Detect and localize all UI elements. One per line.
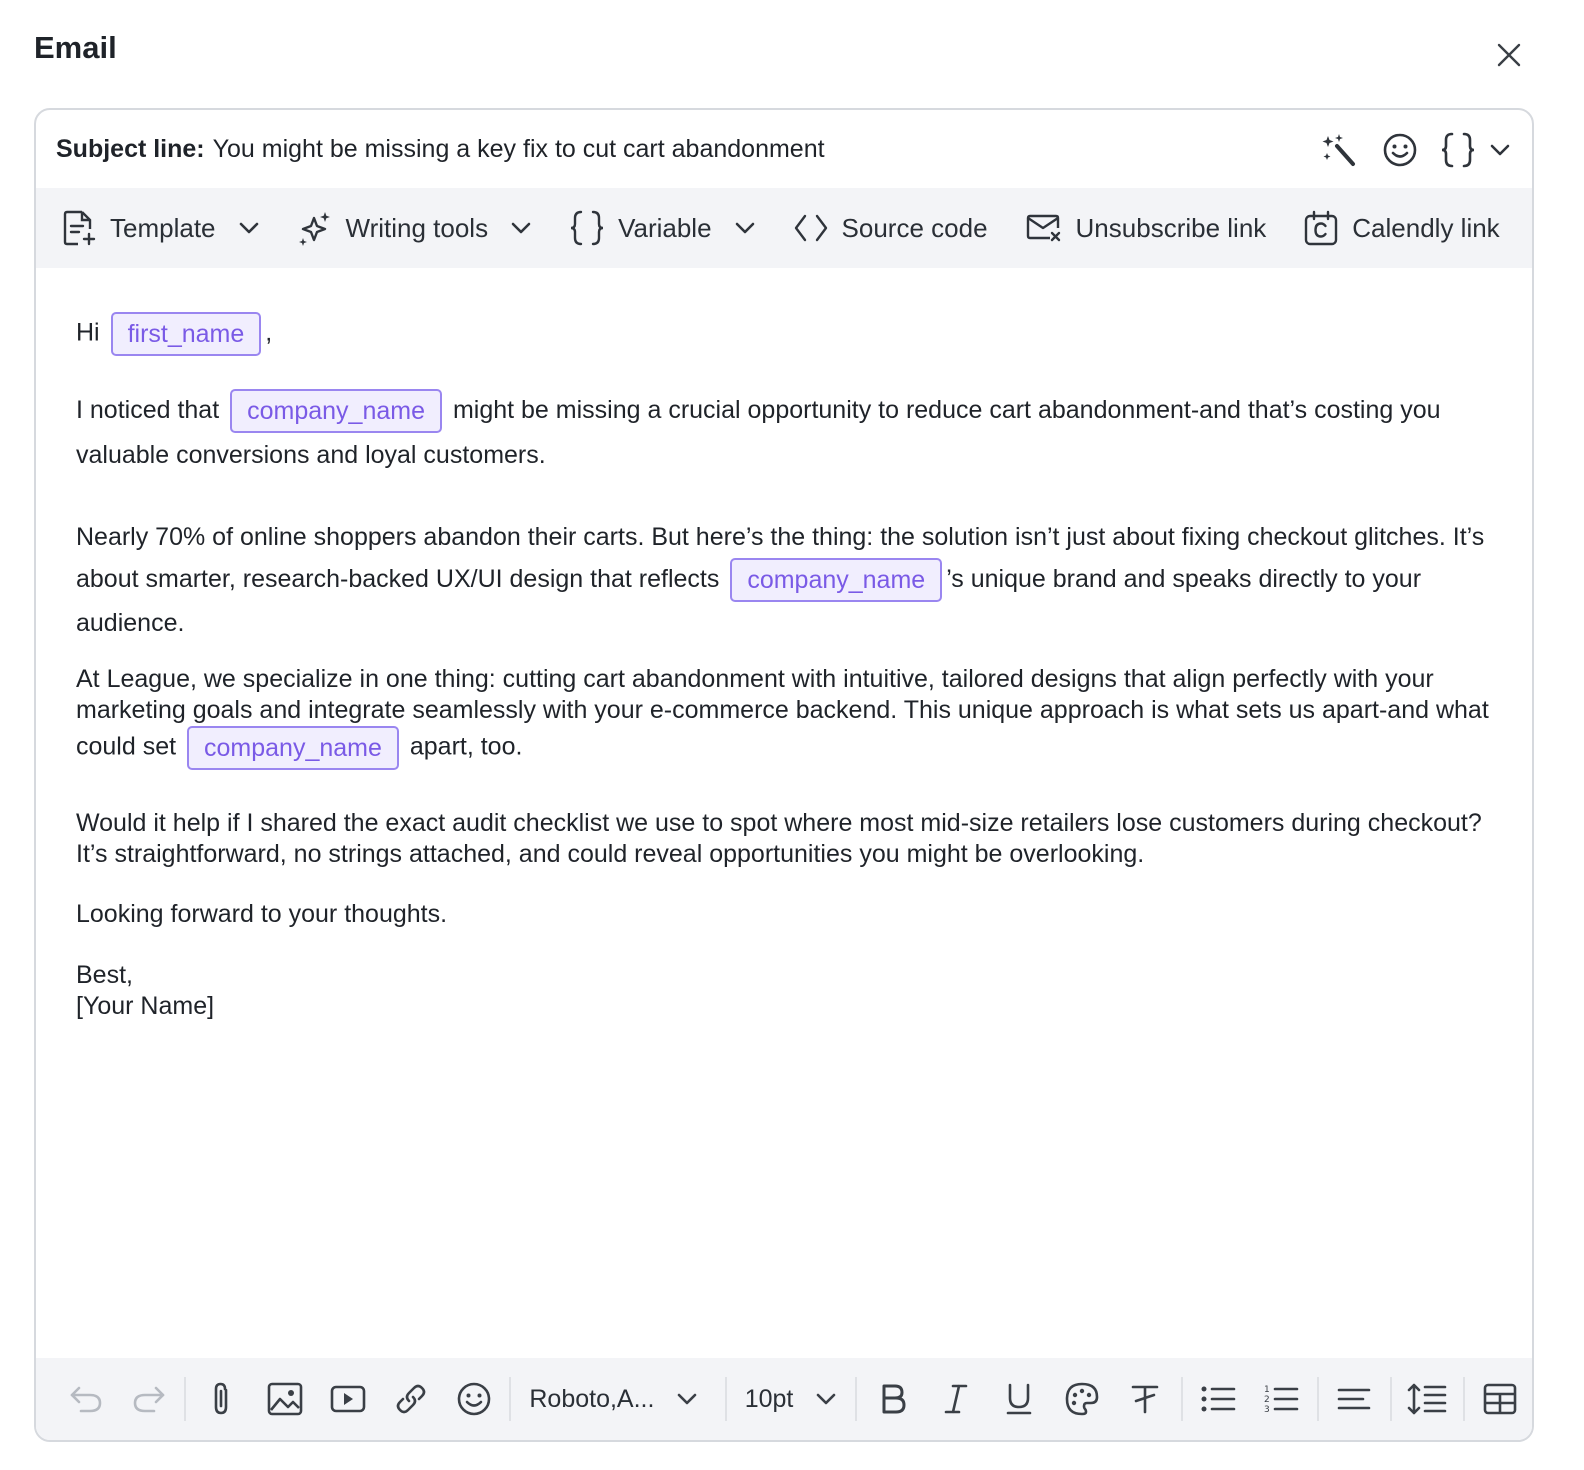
body-paragraph-3	[76, 664, 1506, 770]
align-button[interactable]	[1323, 1367, 1386, 1431]
variable-label: Variable	[618, 212, 712, 243]
video-icon	[330, 1384, 366, 1414]
body-paragraph-5: Looking forward to your thoughts.	[76, 900, 448, 928]
body-paragraph-1	[76, 388, 1506, 478]
bold-icon	[880, 1383, 906, 1415]
chevron-down-icon	[815, 1392, 837, 1406]
chevron-down-icon	[1488, 142, 1512, 158]
palette-icon	[1065, 1382, 1099, 1416]
template-icon	[62, 209, 96, 247]
emoji-icon	[1382, 132, 1418, 168]
chevron-down-icon	[734, 221, 756, 235]
code-icon	[794, 212, 828, 244]
redo-icon	[132, 1384, 166, 1414]
font-family-value: Roboto,A...	[529, 1384, 655, 1413]
chevron-down-icon	[238, 221, 260, 235]
insert-link-button[interactable]	[379, 1367, 442, 1431]
underline-icon	[1006, 1383, 1032, 1415]
subject-variable-button[interactable]	[1440, 131, 1512, 169]
subject-emoji-button[interactable]	[1382, 132, 1418, 168]
close-icon	[1496, 42, 1522, 68]
email-editor	[34, 108, 1534, 1442]
magic-wand-icon	[1320, 132, 1360, 168]
font-size-select[interactable]	[731, 1385, 852, 1414]
p2-text-a: Nearly 70% of online shoppers abandon their carts. But here’s the thing: the solution isn’t just about fixing checkout glitches. It’s about smarter, research-backed UX/UI design that reflects	[76, 523, 1485, 593]
signature: [Your Name]	[76, 992, 215, 1020]
bold-button[interactable]	[861, 1367, 924, 1431]
source-code-label: Source code	[841, 212, 988, 243]
svg-text:3: 3	[1264, 1405, 1270, 1415]
variable-dropdown[interactable]	[570, 209, 755, 247]
chevron-down-icon	[510, 221, 532, 235]
underline-button[interactable]	[987, 1367, 1050, 1431]
image-icon	[267, 1382, 303, 1416]
greeting-comma: ,	[265, 318, 273, 347]
unsubscribe-link-label: Unsubscribe link	[1075, 212, 1267, 243]
paperclip-icon	[209, 1381, 235, 1417]
align-left-icon	[1337, 1387, 1371, 1411]
attachment-button[interactable]	[190, 1367, 253, 1431]
font-family-select[interactable]	[515, 1385, 720, 1414]
line-height-icon	[1407, 1382, 1447, 1416]
insert-image-button[interactable]	[253, 1367, 316, 1431]
calendly-icon	[1304, 210, 1338, 246]
variable-chip-company-name[interactable]: company_name	[730, 558, 942, 602]
toolbar-divider	[1317, 1377, 1319, 1421]
subject-label: Subject line:	[56, 134, 205, 163]
numbered-list-icon	[1263, 1383, 1299, 1415]
source-code-button[interactable]	[794, 212, 988, 244]
numbered-list-button[interactable]	[1250, 1367, 1313, 1431]
link-icon	[395, 1383, 427, 1415]
calendly-link-button[interactable]	[1304, 210, 1499, 246]
undo-button[interactable]	[54, 1367, 117, 1431]
braces-icon	[1440, 131, 1476, 169]
toolbar-divider	[1181, 1377, 1183, 1421]
svg-text:2: 2	[1264, 1395, 1270, 1405]
greeting-paragraph	[76, 312, 272, 356]
body-paragraph-2	[76, 516, 1506, 644]
redo-button[interactable]	[117, 1367, 180, 1431]
mail-unsubscribe-icon	[1026, 212, 1062, 244]
dialog-title: Email	[34, 30, 117, 65]
variable-chip-first-name[interactable]: first_name	[111, 312, 262, 356]
unsubscribe-link-button[interactable]	[1026, 212, 1267, 244]
calendly-link-label: Calendly link	[1352, 212, 1500, 243]
formatting-toolbar	[36, 1358, 1532, 1440]
subject-line[interactable]	[56, 110, 825, 188]
template-label: Template	[110, 212, 216, 243]
italic-button[interactable]	[924, 1367, 987, 1431]
table-icon	[1483, 1383, 1517, 1415]
variable-chip-company-name[interactable]: company_name	[187, 726, 399, 770]
font-size-value: 10pt	[744, 1384, 794, 1413]
toolbar-divider	[509, 1377, 511, 1421]
body-paragraph-4: Would it help if I shared the exact audit checklist we use to spot where most mid-size retailers lose customers during checkout? It’s straightforward, no strings attached, and could reveal opportunities you might be overlooking.	[76, 809, 1482, 868]
toolbar-divider	[184, 1377, 186, 1421]
sparkles-icon	[298, 210, 332, 246]
toolbar-divider	[855, 1377, 857, 1421]
italic-icon	[944, 1383, 968, 1415]
p3-text-a: At League, we specialize in one thing: cutting cart abandonment with intuitive, tailored designs that align perfectly with your marketing goals and integrate seamlessly with your e-commerce backend. This unique approach is what sets us apart-and what could set	[76, 665, 1489, 761]
braces-icon	[570, 209, 604, 247]
subject-tools	[1320, 128, 1512, 172]
writing-tools-dropdown[interactable]	[298, 210, 533, 246]
close-button[interactable]	[1490, 36, 1528, 74]
chevron-down-icon	[676, 1392, 698, 1406]
variable-chip-company-name[interactable]: company_name	[230, 389, 442, 433]
p3-text-b: apart, too.	[409, 732, 523, 761]
signoff: Best,	[76, 961, 133, 989]
writing-tools-label: Writing tools	[345, 212, 489, 243]
p1-text-a: I noticed that	[76, 396, 220, 424]
toolbar-divider	[725, 1377, 727, 1421]
insert-video-button[interactable]	[316, 1367, 379, 1431]
toolbar-divider	[1390, 1377, 1392, 1421]
line-height-button[interactable]	[1396, 1367, 1459, 1431]
p1-text-b: might be missing a crucial opportunity to reduce cart abandonment-and that’s costing you valuable conversions and loyal customers.	[76, 396, 1441, 470]
insert-table-button[interactable]	[1469, 1367, 1532, 1431]
text-color-button[interactable]	[1051, 1367, 1114, 1431]
svg-text:1: 1	[1264, 1385, 1270, 1395]
p2-text-b: ’s unique brand and speaks directly to your audience.	[76, 565, 1422, 638]
greeting-text: Hi	[76, 318, 100, 347]
insert-emoji-button[interactable]	[442, 1367, 505, 1431]
emoji-icon	[456, 1381, 492, 1417]
bullet-list-icon	[1200, 1384, 1236, 1414]
clear-formatting-button[interactable]	[1114, 1367, 1177, 1431]
undo-icon	[69, 1384, 103, 1414]
template-dropdown[interactable]	[62, 209, 260, 247]
bullet-list-button[interactable]	[1187, 1367, 1250, 1431]
toolbar-divider	[1463, 1377, 1465, 1421]
ai-magic-button[interactable]	[1320, 132, 1360, 168]
clear-format-icon	[1130, 1383, 1160, 1415]
editor-toolbar	[36, 188, 1532, 268]
subject-input[interactable]: You might be missing a key fix to cut cart abandonment	[212, 134, 825, 163]
